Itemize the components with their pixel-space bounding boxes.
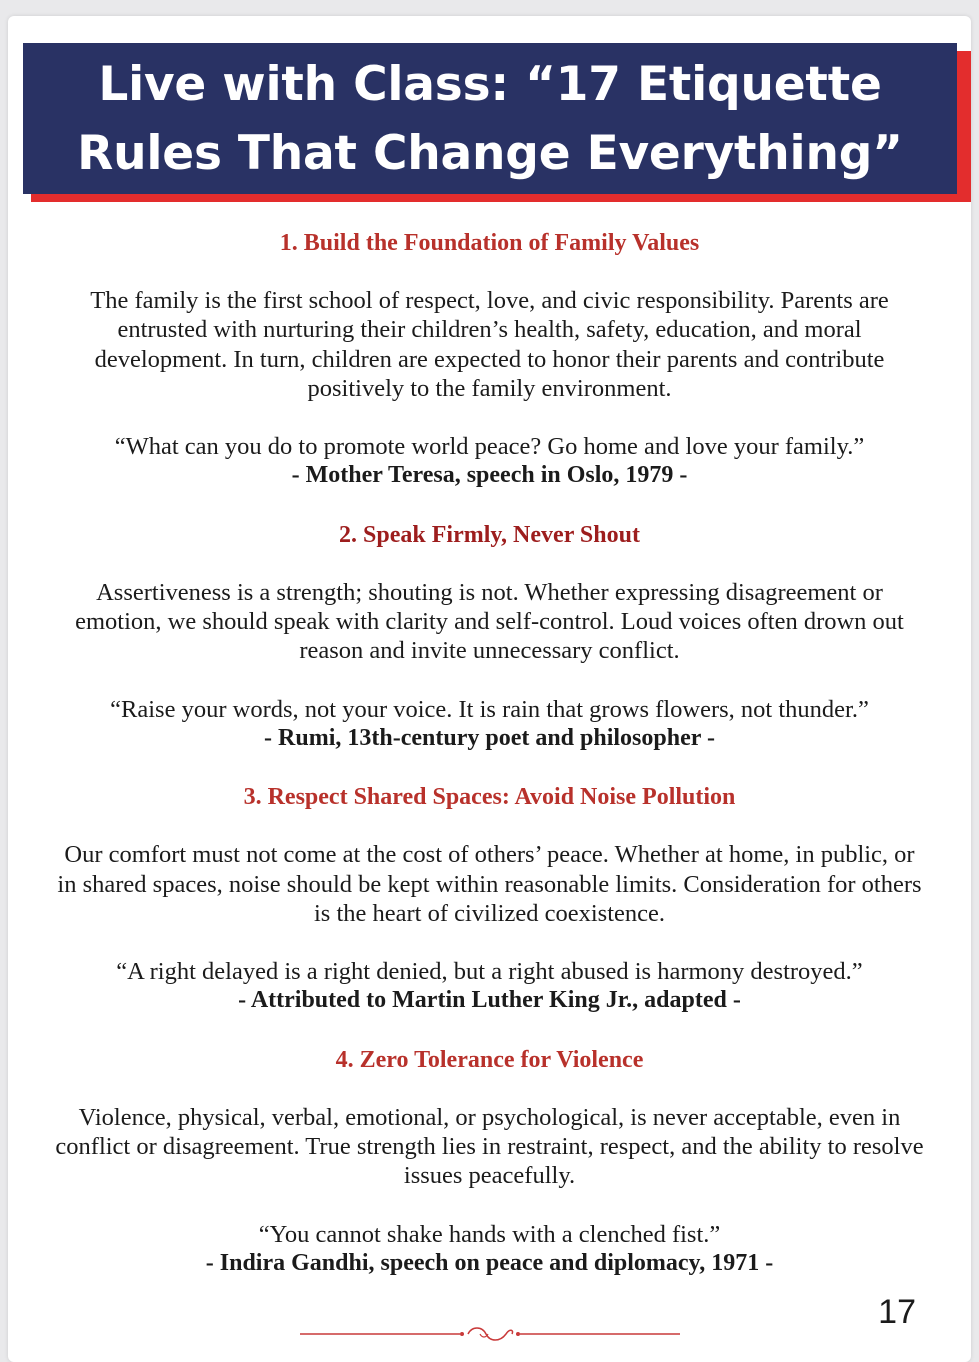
rule-body: Our comfort must not come at the cost of others’ peace. Whether at home, in public, or in shared spaces, noise should be kept within reasonable limits. Consideration for others is the heart of civilized coexistence. bbox=[57, 841, 922, 927]
page-number: 17 bbox=[878, 1293, 916, 1331]
rule-body: Assertiveness is a strength; shouting is not. Whether expressing disagreement or emotion, we should speak with clarity and self-control. Loud voices often drown out reason and invite unnecessary conflict. bbox=[75, 578, 904, 665]
rule-quote: “You cannot shake hands with a clenched fist.” bbox=[258, 1220, 721, 1248]
divider-dot-left bbox=[460, 1332, 464, 1336]
ornamental-divider bbox=[300, 1322, 680, 1346]
quote-attribution: - Mother Teresa, speech in Oslo, 1979 - bbox=[291, 462, 688, 489]
article-content bbox=[55, 228, 924, 1307]
rule-section-4 bbox=[55, 1045, 924, 1278]
rule-heading: 3. Respect Shared Spaces: Avoid Noise Pollution bbox=[243, 784, 736, 811]
rule-heading: 2. Speak Firmly, Never Shout bbox=[339, 521, 640, 548]
title-banner bbox=[23, 43, 957, 194]
rule-section-1 bbox=[55, 228, 924, 491]
rule-section-3 bbox=[55, 782, 924, 1015]
quote-attribution: - Indira Gandhi, speech on peace and diplomacy, 1971 - bbox=[205, 1249, 774, 1276]
rule-section-2 bbox=[55, 520, 924, 753]
rule-quote: “Raise your words, not your voice. It is rain that grows flowers, not thunder.” bbox=[110, 695, 869, 723]
quote-attribution: - Rumi, 13th-century poet and philosopher - bbox=[264, 724, 715, 751]
divider-flourish-icon bbox=[468, 1328, 513, 1340]
rule-body: The family is the first school of respect, love, and civic responsibility. Parents are entrusted with nurturing their children’s health, safety, education, and moral development. In turn, children are expected to honor their parents and contribute positively to the family environment. bbox=[90, 287, 889, 402]
divider-dot-right bbox=[516, 1332, 520, 1336]
rule-heading: 1. Build the Foundation of Family Values bbox=[279, 230, 700, 256]
rule-body: Violence, physical, verbal, emotional, or psychological, is never acceptable, even in conflict or disagreement. True strength lies in restraint, respect, and the ability to resolve issues peacefully. bbox=[55, 1103, 924, 1190]
rule-quote: “A right delayed is a right denied, but a right abused is harmony destroyed.” bbox=[116, 958, 863, 986]
quote-attribution: - Attributed to Martin Luther King Jr., adapted - bbox=[238, 987, 741, 1014]
page-title: Live with Class: “17 Etiquette Rules That Change Everything” bbox=[77, 56, 903, 181]
rule-quote: “What can you do to promote world peace? Go home and love your family.” bbox=[114, 433, 865, 461]
rule-heading: 4. Zero Tolerance for Violence bbox=[335, 1046, 644, 1073]
